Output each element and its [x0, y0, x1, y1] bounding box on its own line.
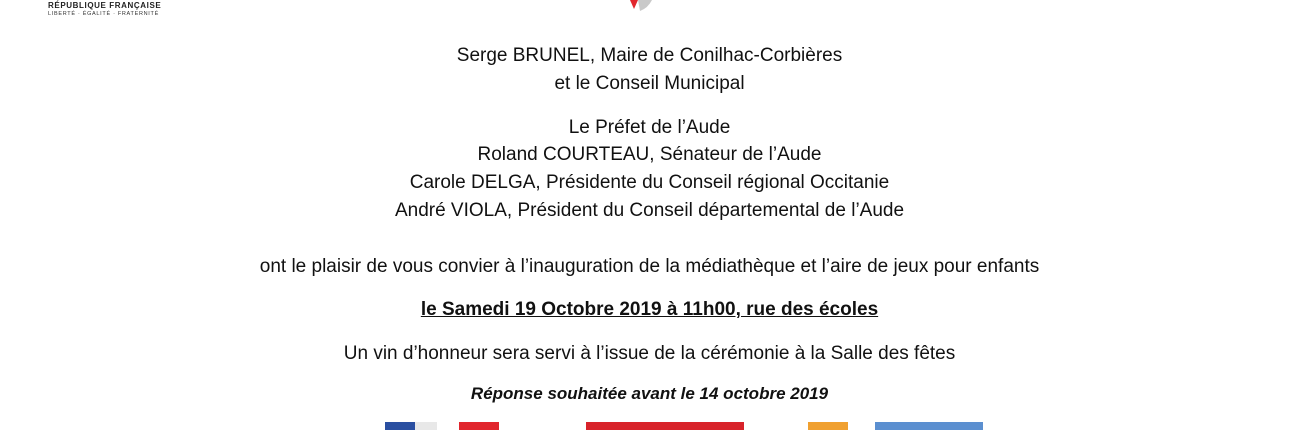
invitation-text: ont le plaisir de vous convier à l’inauguration de la médiathèque et l’aire de jeux pour enfants	[259, 256, 1040, 277]
partner-logo-blue	[875, 422, 983, 430]
dignitary-prefet: Le Préfet de l’Aude	[568, 117, 731, 138]
republic-name: RÉPUBLIQUE FRANÇAISE	[48, 1, 162, 10]
dignitary-department-president: André VIOLA, Président du Conseil départemental de l’Aude	[394, 200, 905, 221]
republique-francaise-logo	[46, 0, 196, 20]
partner-logos	[0, 422, 1299, 430]
aude-department-logo	[808, 422, 848, 430]
dignitary-region-president: Carole DELGA, Présidente du Conseil régional Occitanie	[409, 172, 890, 193]
event-date: le Samedi 19 Octobre 2019 à 11h00, rue des écoles	[420, 299, 879, 320]
prefecture-logo-red	[415, 422, 437, 430]
senate-logo	[459, 422, 499, 430]
rsvp-deadline: Réponse souhaitée avant le 14 octobre 2019	[470, 384, 829, 403]
host-mayor: Serge BRUNEL, Maire de Conilhac-Corbières	[456, 45, 843, 66]
republic-motto: LIBERTÉ · ÉGALITÉ · FRATERNITÉ	[48, 11, 159, 17]
occitanie-logo	[586, 422, 744, 430]
dignitary-senator: Roland COURTEAU, Sénateur de l’Aude	[477, 144, 822, 165]
reception-info: Un vin d’honneur sera servi à l’issue de la cérémonie à la Salle des fêtes	[343, 343, 956, 364]
host-council: et le Conseil Municipal	[554, 73, 745, 94]
prefecture-logo	[385, 422, 415, 430]
emblem-logo	[624, 0, 664, 12]
